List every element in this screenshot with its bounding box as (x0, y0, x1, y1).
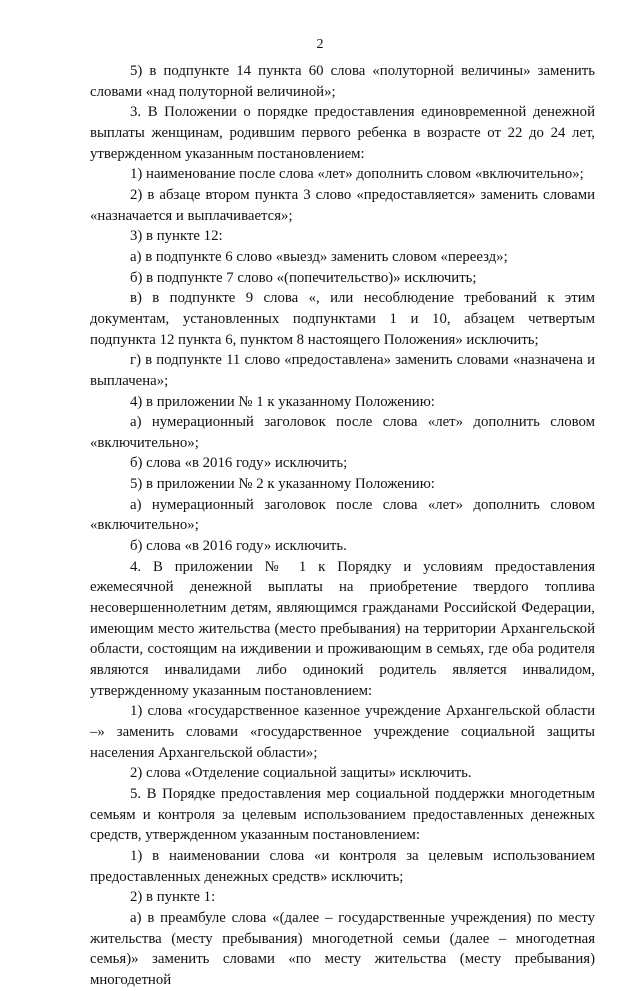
paragraph: г) в подпункте 11 слово «предоставлена» заменить словами «назначена и выплачена»; (90, 352, 595, 389)
paragraph: а) нумерационный заголовок после слова «лет» дополнить словом «включительно»; (90, 414, 595, 451)
paragraph: а) в преамбуле слова «(далее – государственные учреждения) по месту жительства (месту пребывания) многодетной семьи (далее – многодетная семья)» заменить словами «по месту жительства (месту пребывания) многодетной (90, 909, 595, 988)
page-number: 2 (316, 37, 324, 52)
paragraph: 5) в приложении № 2 к указанному Положению: (130, 476, 435, 493)
paragraph: а) в подпункте 6 слово «выезд» заменить словом «переезд»; (130, 248, 508, 265)
paragraph: б) слова «в 2016 году» исключить. (130, 538, 347, 555)
paragraph: а) нумерационный заголовок после слова «лет» дополнить словом «включительно»; (90, 496, 595, 534)
paragraph: 1) в наименовании слова «и контроля за целевым использованием предоставленных денежных средств» исключить; (90, 847, 595, 885)
paragraph: 3. В Положении о порядке предоставления единовременной денежной выплаты женщинам, родившим первого ребенка в возрасте от 22 до 24 лет, утвержденном указанным постановлением: (90, 104, 595, 162)
paragraph: 2) в абзаце втором пункта 3 слово «предоставляется» заменить словами «назначается и выплачивается»; (90, 186, 595, 224)
paragraph: 2) в пункте 1: (130, 889, 216, 906)
paragraph: 2) слова «Отделение социальной защиты» исключить. (130, 765, 472, 782)
document-body (90, 61, 595, 991)
paragraph: в) в подпункте 9 слова «, или несоблюдение требований к этим документам, установленных подпунктами 1 и 10, абзацем четвертым подпункта 12 пункта 6, пунктом 8 настоящего Положения» исключить; (90, 290, 595, 348)
paragraph: 5. В Порядке предоставления мер социальной поддержки многодетным семьям и контроля за целевым использованием предоставленных денежных средств, утвержденном указанным постановлением: (90, 785, 595, 844)
paragraph: 1) наименование после слова «лет» дополнить словом «включительно»; (130, 166, 584, 183)
paragraph: 3) в пункте 12: (130, 228, 223, 245)
paragraph: 4. В приложении № 1 к Порядку и условиям предоставления ежемесячной денежной выплаты на приобретение твердого топлива несовершеннолетним детям, являющимся гражданами Российской Федерации, имеющим место жительства (место пребывания) на территории Архангельской области, состоящим на иждивении и проживающим в семьях, где оба родителя являются инвалидами либо одинокий родитель является инвалидом, утвержденному указанным постановлением: (90, 558, 595, 699)
paragraph: 1) слова «государственное казенное учреждение Архангельской области –» заменить словами «государственное учреждение социальной защиты населения Архангельской области»; (90, 703, 595, 761)
paragraph: б) в подпункте 7 слово «(попечительство)» исключить; (130, 269, 477, 286)
paragraph: 4) в приложении № 1 к указанному Положению: (130, 393, 435, 410)
paragraph: 5) в подпункте 14 пункта 60 слова «полуторной величины» заменить словами «над полуторной величиной»; (90, 63, 595, 100)
paragraph: б) слова «в 2016 году» исключить; (130, 455, 348, 472)
